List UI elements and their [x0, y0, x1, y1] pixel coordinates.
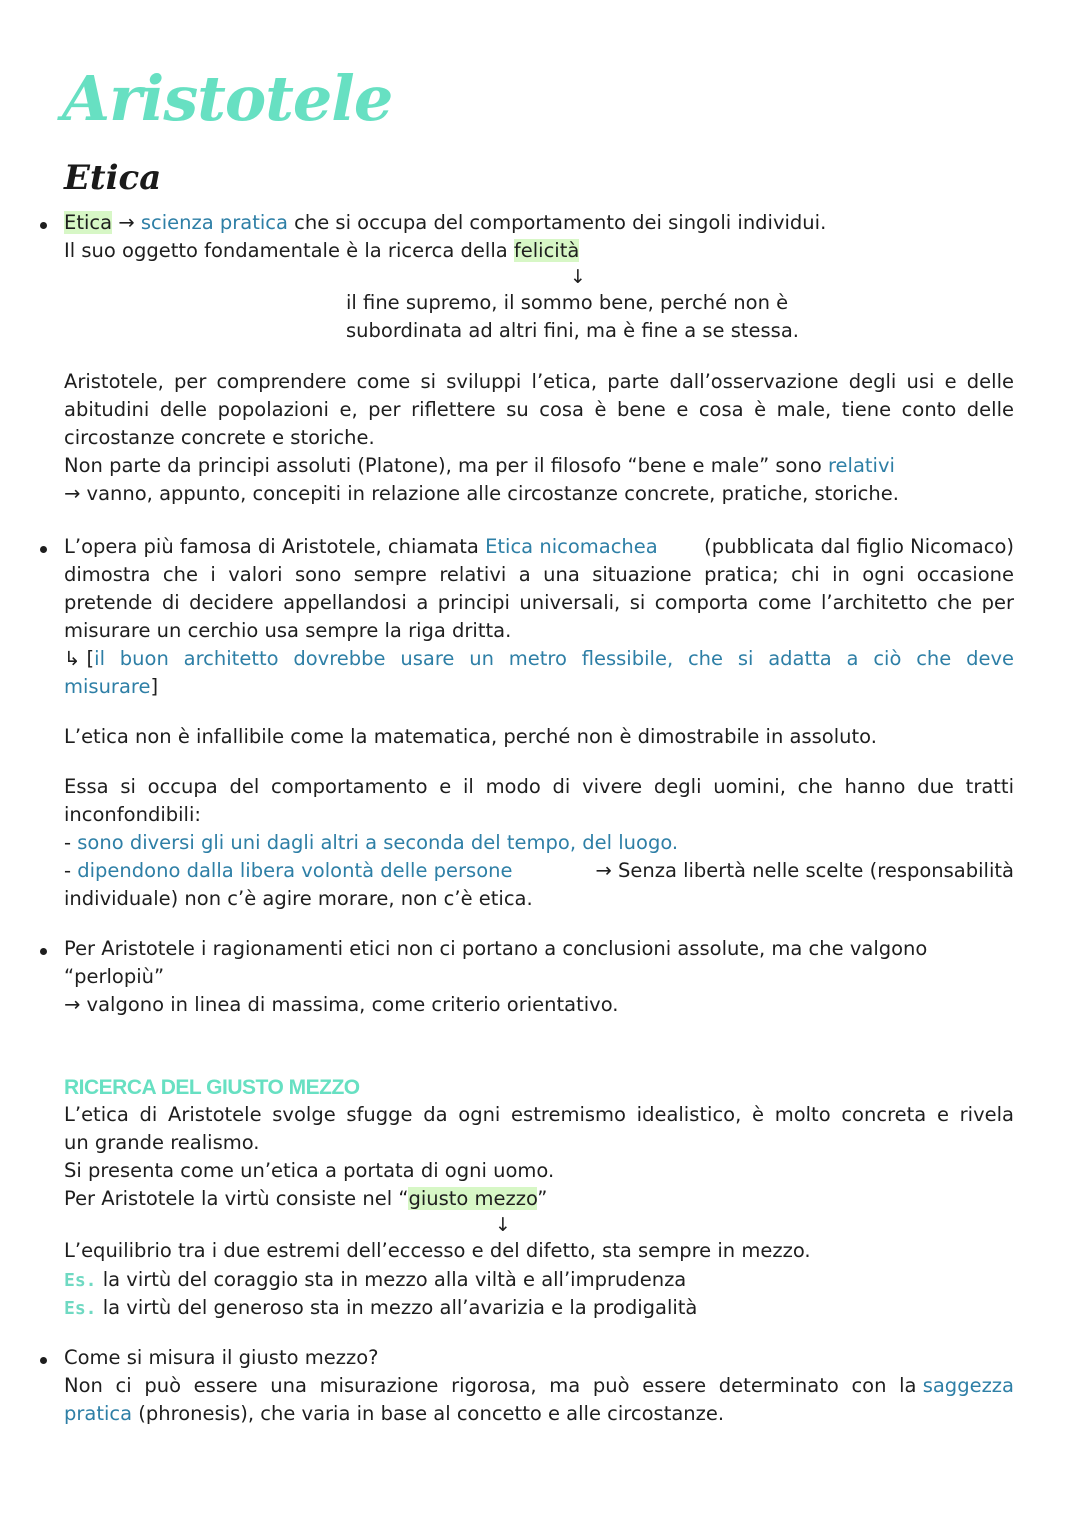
down-arrow-icon: ↓	[570, 266, 586, 288]
bullet-dot	[40, 1357, 47, 1364]
paragraph-line	[64, 1372, 1014, 1400]
paragraph-line: inconfondibili:	[64, 803, 201, 826]
page-subtitle: Etica	[64, 158, 162, 198]
felicita-line	[64, 237, 1014, 265]
bullet-dot	[40, 948, 47, 955]
paragraph-line: abitudini delle popolazioni e, per riflettere su cosa è bene e cosa è male, tiene conto delle	[64, 398, 1014, 421]
bullet-dot	[40, 546, 47, 553]
bullet-dot	[40, 222, 47, 229]
etica-nicomachea-term: Etica nicomachea	[485, 535, 658, 558]
paragraph-line: → valgono in linea di massima, come criterio orientativo.	[64, 993, 619, 1016]
paragraph-line: Si presenta come un’etica a portata di ogni uomo.	[64, 1159, 555, 1182]
paragraph-line	[64, 1400, 1014, 1428]
relativi-term: relativi	[827, 454, 895, 477]
paragraph-line: “perlopiù”	[64, 965, 165, 988]
trait-one: sono diversi gli uni dagli altri a seconda del tempo, del luogo.	[77, 831, 679, 854]
text-span: Il suo oggetto fondamentale è la ricerca della	[64, 239, 514, 262]
text-span: (pubblicata dal figlio Nicomaco)	[697, 535, 1014, 558]
paragraph-line: individuale) non c’è agire morare, non c’è etica.	[64, 887, 533, 910]
scienza-pratica-term: scienza pratica	[140, 211, 288, 234]
paragraph-line: circostanze concrete e storiche.	[64, 426, 375, 449]
saggezza-term: saggezza	[922, 1374, 1014, 1397]
section-heading: RICERCA DEL GIUSTO MEZZO	[64, 1076, 360, 1099]
highlight-giusto-mezzo: giusto mezzo	[408, 1187, 538, 1210]
text-span: Per Aristotele la virtù consiste nel “	[64, 1187, 409, 1210]
paragraph-line: L’etica di Aristotele svolge sfugge da ogni estremismo idealistico, è molto concreta e rivela	[64, 1103, 1014, 1126]
pratica-term: pratica	[64, 1402, 133, 1425]
paragraph-line	[64, 857, 1014, 885]
paragraph-line	[64, 1185, 1014, 1213]
highlight-felicita: felicità	[513, 239, 580, 262]
paragraph-line: dimostra che i valori sono sempre relativi a una situazione pratica; chi in ogni occasione	[64, 563, 1014, 586]
text-span: → Senza libertà nelle scelte (responsabilità	[589, 859, 1014, 882]
page-title: Aristotele	[62, 62, 393, 135]
text-span: L’opera più famosa di Aristotele, chiamata	[64, 535, 486, 558]
paragraph-line: L’equilibrio tra i due estremi dell’eccesso e del difetto, sta sempre in mezzo.	[64, 1239, 811, 1262]
text-span: Non ci può essere una misurazione rigorosa, ma può essere determinato con la	[64, 1374, 923, 1397]
down-arrow-icon: ↓	[495, 1214, 511, 1236]
architetto-note-end: misurare	[64, 675, 151, 698]
trait-two: dipendono dalla libera volontà delle persone	[77, 859, 513, 882]
paragraph-line	[64, 829, 1014, 857]
paragraph-line: Aristotele, per comprendere come si sviluppi l’etica, parte dall’osservazione degli usi e delle	[64, 370, 1014, 393]
paragraph-line	[64, 533, 1014, 561]
architetto-note: il buon architetto dovrebbe usare un metro flessibile, che si adatta a ciò che deve	[94, 647, 1014, 670]
paragraph-line: Per Aristotele i ragionamenti etici non ci portano a conclusioni assolute, ma che valgono	[64, 937, 928, 960]
text-span: -	[64, 831, 78, 854]
paragraph-line: Essa si occupa del comportamento e il modo di vivere degli uomini, che hanno due tratti	[64, 775, 1014, 798]
text-span: (phronesis), che varia in base al concetto e alle circostanze.	[132, 1402, 725, 1425]
etica-definition-line	[64, 209, 1014, 237]
felicita-explanation-2: subordinata ad altri fini, ma è fine a se stessa.	[346, 319, 799, 342]
text-span: la virtù del coraggio sta in mezzo alla viltà e all’imprudenza	[96, 1268, 687, 1291]
paragraph-line	[64, 673, 1014, 701]
text-span: la virtù del generoso sta in mezzo all’avarizia e la prodigalità	[96, 1296, 698, 1319]
text-span: ”	[537, 1187, 548, 1210]
text-span: che si occupa del comportamento dei singoli individui.	[287, 211, 827, 234]
text-span: ↳ [	[64, 647, 95, 670]
highlight-etica: Etica	[64, 211, 113, 234]
paragraph-line: misurare un cerchio usa sempre la riga dritta.	[64, 619, 512, 642]
text-span: ]	[150, 675, 159, 698]
text-span: -	[64, 859, 78, 882]
paragraph-line: → vanno, appunto, concepiti in relazione alle circostanze concrete, pratiche, storiche.	[64, 482, 899, 505]
paragraph-line: pretende di decidere appellandosi a principi universali, si comporta come l’architetto che per	[64, 591, 1014, 614]
felicita-explanation-1: il fine supremo, il sommo bene, perché non è	[346, 291, 789, 314]
text-span: Non parte da principi assoluti (Platone), ma per il filosofo “bene e male” sono	[64, 454, 828, 477]
arrow-text: →	[112, 211, 141, 234]
example-label: Es.	[64, 1298, 97, 1319]
example-label: Es.	[64, 1270, 97, 1291]
paragraph-line	[64, 452, 1014, 480]
example-line	[64, 1266, 1014, 1295]
paragraph-line	[64, 645, 1014, 673]
paragraph-line: L’etica non è infallibile come la matematica, perché non è dimostrabile in assoluto.	[64, 725, 877, 748]
example-line	[64, 1294, 1014, 1323]
paragraph-line: un grande realismo.	[64, 1131, 260, 1154]
paragraph-line: Come si misura il giusto mezzo?	[64, 1346, 379, 1369]
